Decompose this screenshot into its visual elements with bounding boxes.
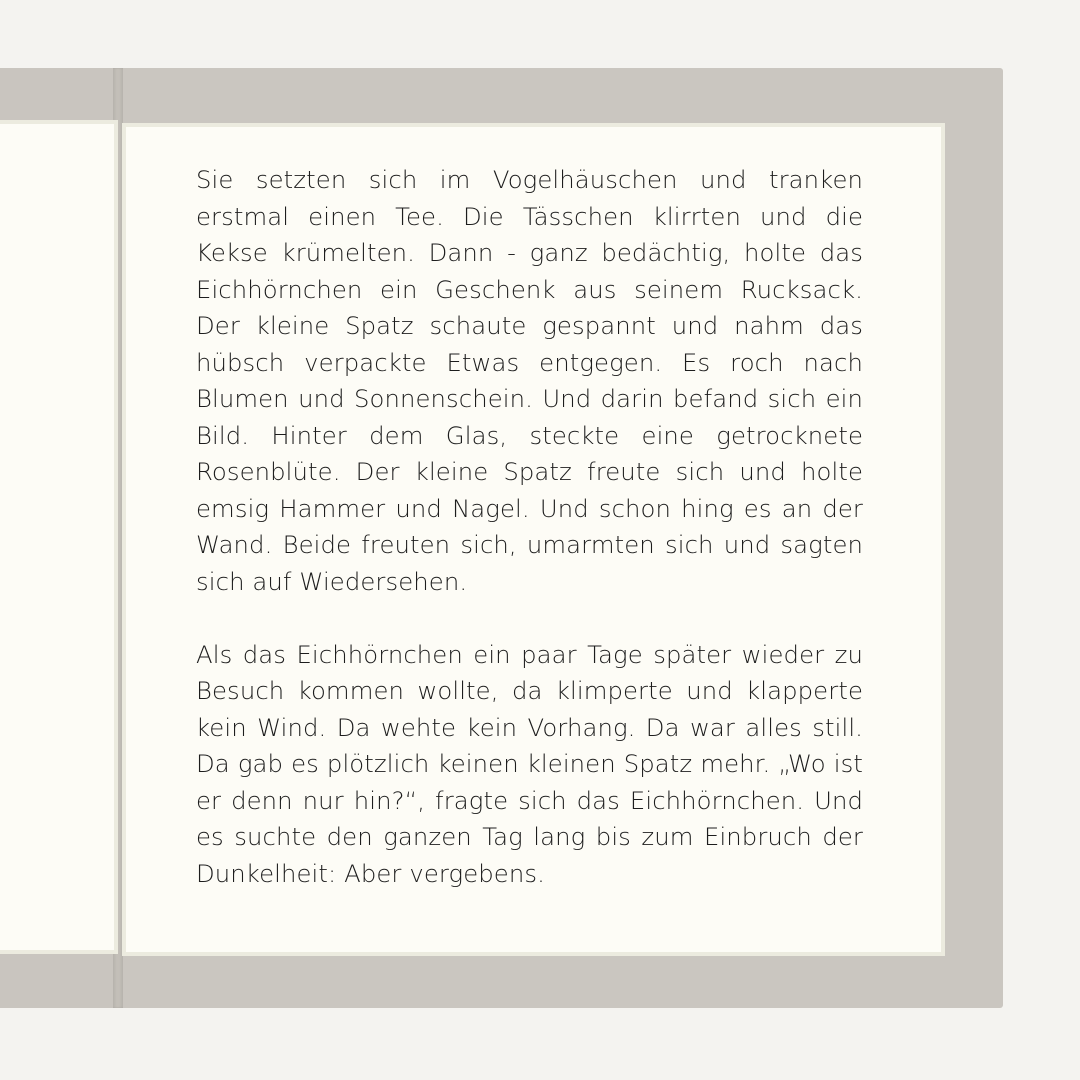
left-page <box>0 120 118 954</box>
story-paragraph-2: Als das Eichhörnchen ein paar Tage später wieder zu Besuch kommen wollte, da klimperte und klapperte kein Wind. Da wehte kein Vorhang. Da war alles still. Da gab es plötzlich keinen kleinen Spatz mehr. „Wo ist er denn nur hin?“, fragte sich das Eichhörnchen. Und es suchte den ganzen Tag lang bis zum Einbruch der Dunkelheit: Aber vergebens. <box>196 639 863 888</box>
story-text <box>196 162 863 929</box>
story-paragraph-1: Sie setzten sich im Vogelhäuschen und tranken erstmal einen Tee. Die Tässchen klirrten und die Kekse krümelten. Dann - ganz bedächtig, holte das Eichhörnchen ein Geschenk aus seinem Rucksack. Der kleine Spatz schaute gespannt und nahm das hübsch verpackte Etwas entgegen. Es roch nach Blumen und Sonnenschein. Und darin befand sich ein Bild. Hinter dem Glas, steckte eine getrocknete Rosenblüte. Der kleine Spatz freute sich und holte emsig Hammer und Nagel. Und schon hing es an der Wand. Beide freuten sich, umarmten sich und sagten sich auf Wiedersehen. <box>196 165 863 596</box>
